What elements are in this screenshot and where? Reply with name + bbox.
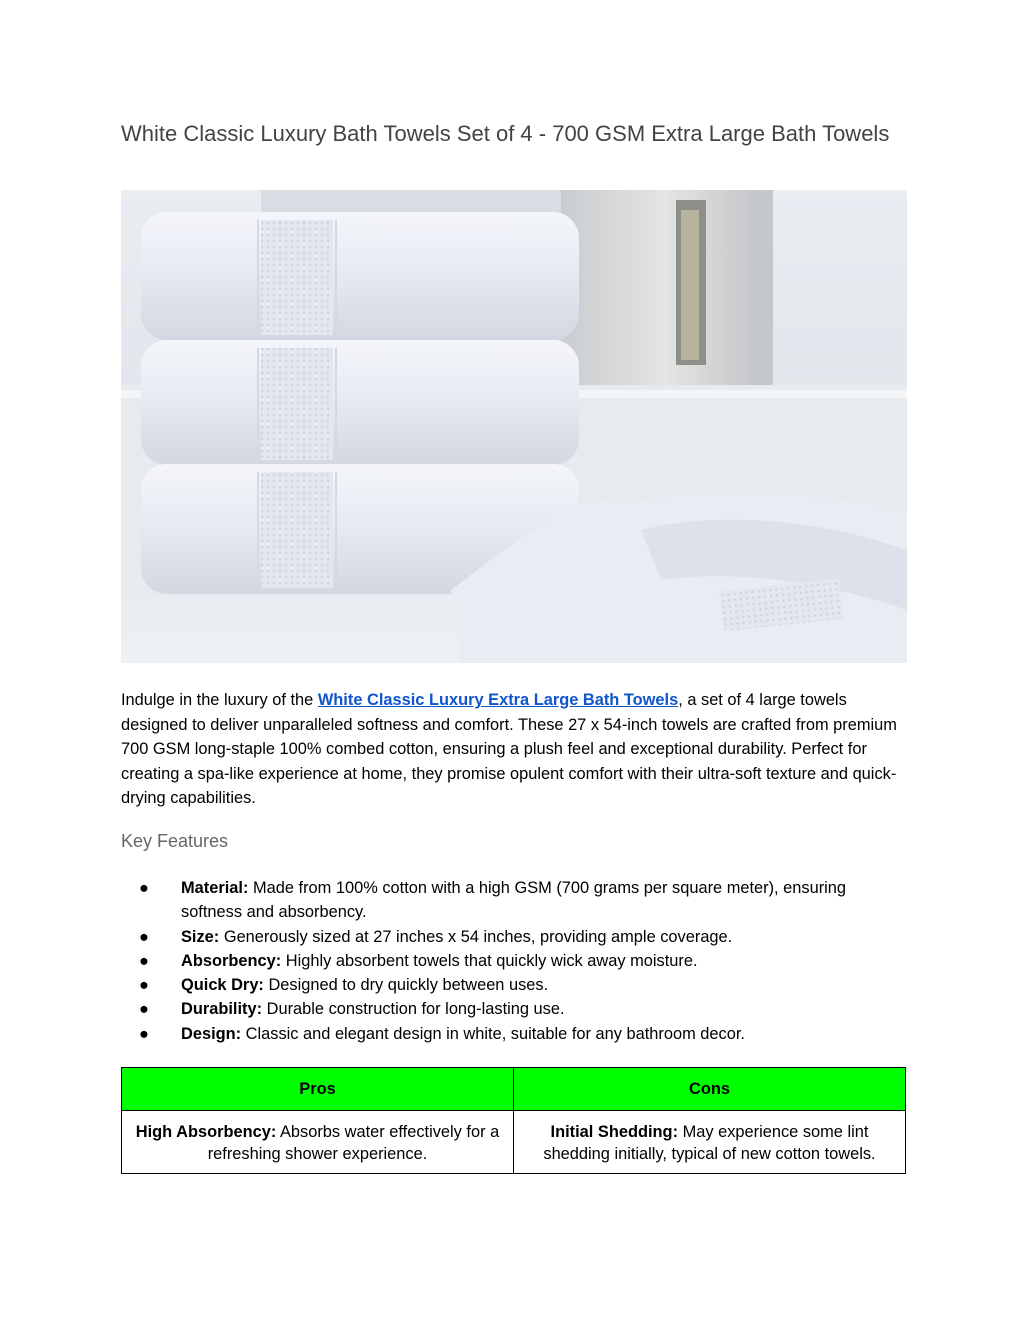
towels-photo	[121, 190, 907, 663]
table-header-row	[122, 1068, 906, 1111]
feature-text: Generously sized at 27 inches x 54 inches, providing ample coverage.	[219, 927, 733, 946]
bullet-icon: ●	[139, 879, 149, 897]
feature-text: Durable construction for long-lasting use.	[262, 1000, 565, 1019]
product-link[interactable]: White Classic Luxury Extra Large Bath Towels	[317, 691, 679, 709]
feature-text: Classic and elegant design in white, suitable for any bathroom decor.	[241, 1024, 745, 1043]
feature-label: Size:	[181, 927, 220, 946]
list-item	[121, 876, 907, 925]
con-text: May experience some lint shedding initially, typical of new cotton towels.	[543, 1123, 876, 1163]
feature-label: Durability:	[181, 1000, 263, 1019]
con-cell	[514, 1111, 906, 1174]
list-item	[121, 925, 907, 949]
list-item	[121, 973, 907, 997]
bullet-icon: ●	[139, 951, 149, 970]
product-image	[121, 190, 907, 663]
pro-cell	[122, 1111, 514, 1174]
feature-label: Material:	[181, 879, 249, 897]
table-row	[122, 1111, 906, 1174]
con-label: Initial Shedding:	[550, 1123, 679, 1141]
feature-label: Absorbency:	[181, 951, 282, 970]
bullet-icon: ●	[139, 1000, 149, 1019]
feature-text: Designed to dry quickly between uses.	[263, 976, 549, 995]
intro-text-before: Indulge in the luxury of the	[121, 691, 318, 709]
pro-label: High Absorbency:	[135, 1123, 277, 1141]
pro-text: Absorbs water effectively for a refreshing shower experience.	[207, 1123, 500, 1163]
list-item	[121, 1022, 907, 1046]
intro-text-after: , a set of 4 large towels designed to deliver unparalleled softness and comfort. These 27 x 54-inch towels are crafted from premium 700 GSM long-staple 100% combed cotton, ensuring a plush feel and exceptional durability. Perfect for creating a spa-like experience at home, they promise opulent comfort with their ultra-soft texture and quick-drying capabilities.	[121, 691, 897, 807]
feature-label: Quick Dry:	[181, 976, 264, 995]
key-features-heading: Key Features	[121, 831, 229, 851]
feature-label: Design:	[181, 1024, 242, 1043]
intro-paragraph	[121, 688, 907, 811]
cons-header: Cons	[514, 1068, 906, 1111]
bullet-icon: ●	[139, 927, 149, 946]
page-title: White Classic Luxury Bath Towels Set of 4 - 700 GSM Extra Large Bath Towels	[121, 121, 890, 146]
feature-text: Highly absorbent towels that quickly wick away moisture.	[281, 951, 698, 970]
pros-header: Pros	[122, 1068, 514, 1111]
list-item	[121, 949, 907, 973]
feature-text: Made from 100% cotton with a high GSM (700 grams per square meter), ensuring softness and absorbency.	[181, 879, 847, 922]
list-item	[121, 997, 907, 1021]
bullet-icon: ●	[139, 976, 149, 995]
features-list	[121, 876, 907, 1046]
bullet-icon: ●	[139, 1024, 149, 1043]
pros-cons-table	[121, 1067, 906, 1174]
